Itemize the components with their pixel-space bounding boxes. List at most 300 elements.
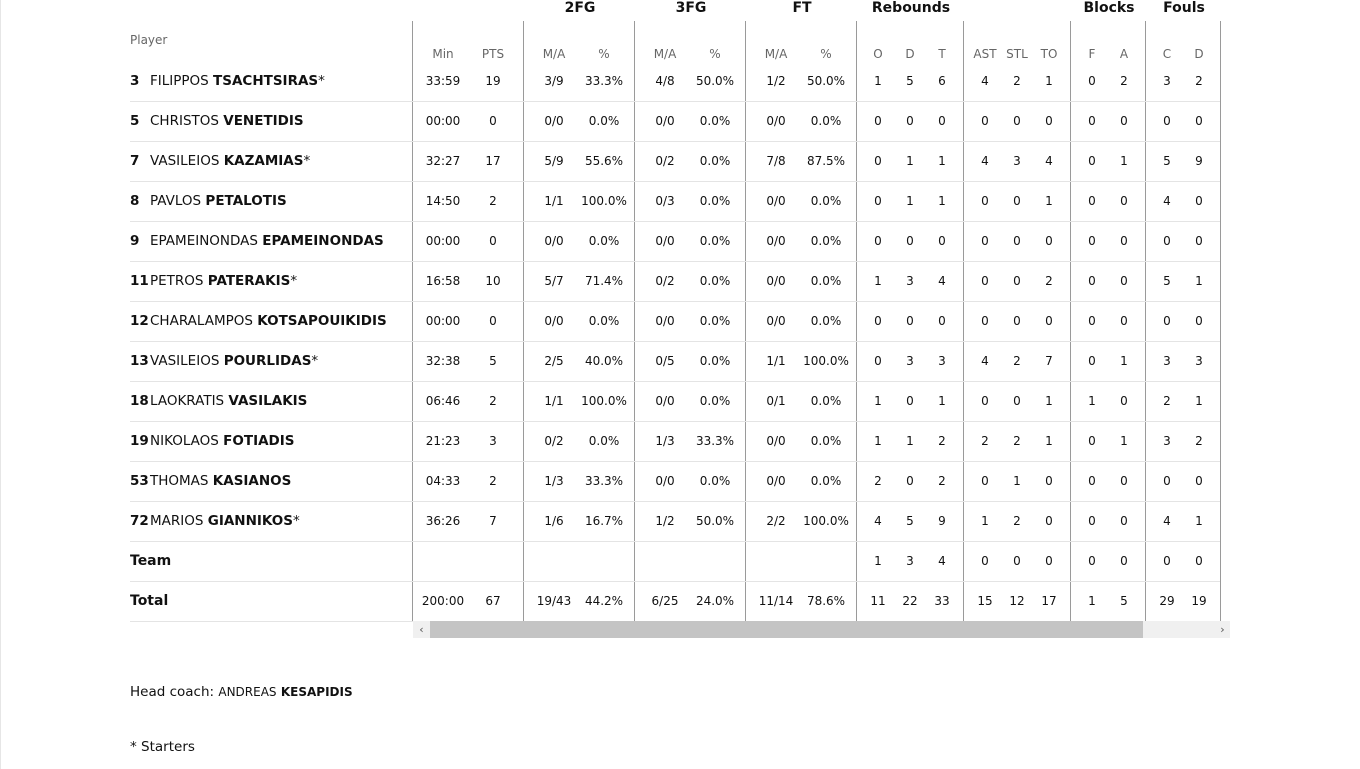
stat-bf: 0 [1088, 354, 1096, 368]
stat-ba: 0 [1120, 394, 1128, 408]
player-number: 7 [130, 153, 140, 169]
stat-maft: 1/2 [766, 74, 786, 88]
stat-stl: 2 [1013, 514, 1021, 528]
stat-ma2: 0/0 [544, 314, 564, 328]
stat-d: 22 [902, 594, 918, 608]
team-row [130, 541, 1220, 582]
stat-ast: 0 [981, 114, 989, 128]
stat-pts: 2 [489, 194, 497, 208]
stat-to: 0 [1045, 514, 1053, 528]
stat-d: 3 [906, 354, 914, 368]
player-name[interactable] [130, 61, 325, 101]
stat-pctft: 100.0% [803, 354, 849, 368]
stat-o: 0 [874, 114, 882, 128]
stat-stl: 0 [1013, 114, 1021, 128]
stat-ast: 4 [981, 74, 989, 88]
player-name[interactable] [130, 301, 387, 341]
stat-fd: 0 [1195, 474, 1203, 488]
stat-o: 1 [874, 434, 882, 448]
stat-pctft: 50.0% [806, 74, 846, 88]
table-row [130, 301, 1220, 342]
stat-to: 0 [1045, 474, 1053, 488]
column-header-ast: AST [973, 47, 997, 61]
stat-t: 0 [938, 114, 946, 128]
stat-fc: 3 [1163, 434, 1171, 448]
total-row-label: Total [130, 593, 169, 609]
player-last-name: FOTIADIS [223, 433, 295, 449]
stat-ba: 0 [1120, 474, 1128, 488]
stat-fc: 0 [1163, 234, 1171, 248]
starter-mark: * [303, 153, 311, 169]
table-row [130, 421, 1220, 462]
stat-to: 2 [1045, 274, 1053, 288]
stat-ba: 0 [1120, 194, 1128, 208]
stat-min: 16:58 [425, 274, 461, 288]
stat-pct3: 0.0% [699, 394, 731, 408]
stat-ma2: 0/0 [544, 234, 564, 248]
stat-stl: 0 [1013, 194, 1021, 208]
stat-o: 0 [874, 234, 882, 248]
stat-ast: 0 [981, 234, 989, 248]
player-name[interactable] [130, 141, 310, 181]
player-last-name: KOTSAPOUIKIDIS [257, 313, 387, 329]
horizontal-scrollbar-thumb[interactable] [430, 621, 1143, 638]
player-name[interactable] [130, 501, 300, 541]
group-header-fg3: 3FG [675, 0, 707, 16]
stat-bf: 0 [1088, 474, 1096, 488]
stat-to: 0 [1045, 234, 1053, 248]
stat-pct2: 16.7% [584, 514, 624, 528]
player-first-name: FILIPPOS [150, 73, 209, 89]
stat-fc: 4 [1163, 194, 1171, 208]
stat-fd: 3 [1195, 354, 1203, 368]
stat-o: 0 [874, 194, 882, 208]
stat-maft: 0/0 [766, 274, 786, 288]
player-number: 9 [130, 233, 140, 249]
stat-pctft: 0.0% [810, 394, 842, 408]
stat-pctft [801, 541, 851, 581]
player-last-name: KASIANOS [212, 473, 292, 489]
stat-ma3: 0/2 [655, 274, 675, 288]
player-number: 5 [130, 113, 140, 129]
table-row [130, 501, 1220, 542]
head-coach-last-name: KESAPIDIS [280, 685, 353, 699]
stat-d: 0 [906, 394, 914, 408]
table-row [130, 461, 1220, 502]
stat-pctft: 78.6% [806, 594, 846, 608]
player-last-name: EPAMEINONDAS [262, 233, 384, 249]
stat-bf: 0 [1088, 74, 1096, 88]
stat-ma2: 0/0 [544, 114, 564, 128]
stat-t: 1 [938, 194, 946, 208]
table-row [130, 381, 1220, 422]
player-first-name: CHARALAMPOS [150, 313, 253, 329]
stat-maft: 0/0 [766, 194, 786, 208]
stat-pct3: 0.0% [699, 154, 731, 168]
stat-o: 0 [874, 354, 882, 368]
stat-ba: 1 [1120, 154, 1128, 168]
stat-maft [756, 541, 796, 581]
player-number: 53 [130, 473, 149, 489]
stat-pct2: 0.0% [588, 434, 620, 448]
table-row [130, 101, 1220, 142]
column-header-fc: C [1162, 47, 1172, 61]
stat-fd: 19 [1191, 594, 1207, 608]
stat-to: 1 [1045, 434, 1053, 448]
stat-ma3: 1/2 [655, 514, 675, 528]
stat-maft: 0/0 [766, 314, 786, 328]
stat-bf: 0 [1088, 514, 1096, 528]
stat-t: 9 [938, 514, 946, 528]
stat-ma2: 0/2 [544, 434, 564, 448]
stat-ma3 [645, 541, 685, 581]
stat-ast: 0 [981, 474, 989, 488]
stat-ma3: 0/0 [655, 114, 675, 128]
stat-pct3: 0.0% [699, 354, 731, 368]
stat-pct2: 0.0% [588, 314, 620, 328]
stat-min: 32:38 [425, 354, 461, 368]
stat-stl: 12 [1009, 594, 1025, 608]
stat-pctft: 100.0% [803, 514, 849, 528]
stat-ba: 0 [1120, 114, 1128, 128]
stat-ba: 0 [1120, 514, 1128, 528]
stat-pts [478, 541, 508, 581]
head-coach-first-name: ANDREAS [218, 685, 277, 699]
stat-bf: 1 [1088, 594, 1096, 608]
stat-pct3: 0.0% [699, 194, 731, 208]
stat-maft: 0/1 [766, 394, 786, 408]
team-row-label: Team [130, 553, 172, 569]
stat-min: 14:50 [425, 194, 461, 208]
stat-pctft: 0.0% [810, 194, 842, 208]
group-header-fg2: 2FG [564, 0, 596, 16]
stat-d: 0 [906, 314, 914, 328]
stat-pts: 5 [489, 354, 497, 368]
stat-to: 1 [1045, 194, 1053, 208]
stat-pctft: 0.0% [810, 114, 842, 128]
stat-ba: 0 [1120, 274, 1128, 288]
stat-pts: 3 [489, 434, 497, 448]
player-number: 19 [130, 433, 149, 449]
stat-bf: 0 [1088, 554, 1096, 568]
stat-t: 4 [938, 554, 946, 568]
table-row [130, 341, 1220, 382]
stat-pct2: 44.2% [584, 594, 624, 608]
stat-ast: 2 [981, 434, 989, 448]
stat-fd: 1 [1195, 394, 1203, 408]
starters-footnote: * Starters [130, 739, 195, 755]
stat-min: 06:46 [425, 394, 461, 408]
stat-ma2: 19/43 [536, 594, 572, 608]
stat-ma2: 1/3 [544, 474, 564, 488]
stat-min: 33:59 [425, 74, 461, 88]
stat-pct2 [579, 541, 629, 581]
table-row [130, 261, 1220, 302]
player-first-name: VASILEIOS [150, 353, 220, 369]
player-name[interactable] [130, 461, 291, 501]
stat-pts: 0 [489, 314, 497, 328]
column-header-to: TO [1040, 47, 1058, 61]
stat-ba: 0 [1120, 314, 1128, 328]
stat-d: 5 [906, 514, 914, 528]
stat-fd: 0 [1195, 234, 1203, 248]
stat-pctft: 0.0% [810, 434, 842, 448]
stat-fd: 2 [1195, 74, 1203, 88]
stat-maft: 0/0 [766, 474, 786, 488]
stat-bf: 0 [1088, 314, 1096, 328]
stat-maft: 2/2 [766, 514, 786, 528]
player-last-name: TSACHTSIRAS [213, 73, 319, 89]
player-number: 18 [130, 393, 149, 409]
head-coach [130, 684, 353, 700]
stat-pts: 7 [489, 514, 497, 528]
stat-pctft: 87.5% [806, 154, 846, 168]
stat-pctft: 0.0% [810, 474, 842, 488]
stat-stl: 3 [1013, 154, 1021, 168]
player-first-name: EPAMEINONDAS [150, 233, 258, 249]
stat-d: 3 [906, 554, 914, 568]
stat-ast: 0 [981, 554, 989, 568]
stat-fc: 0 [1163, 314, 1171, 328]
player-first-name: LAOKRATIS [150, 393, 225, 409]
player-name[interactable] [130, 181, 287, 221]
stat-maft: 1/1 [766, 354, 786, 368]
stat-pct2: 100.0% [581, 394, 627, 408]
player-last-name: VENETIDIS [223, 113, 304, 129]
player-name[interactable] [130, 261, 297, 301]
player-name[interactable] [130, 221, 384, 261]
stat-min: 21:23 [425, 434, 461, 448]
stat-pct3: 0.0% [699, 314, 731, 328]
stat-pts: 2 [489, 474, 497, 488]
stat-t: 6 [938, 74, 946, 88]
column-header-pct2: % [598, 47, 610, 61]
stat-bf: 0 [1088, 434, 1096, 448]
stat-fc: 0 [1163, 474, 1171, 488]
stat-o: 1 [874, 394, 882, 408]
player-first-name: NIKOLAOS [150, 433, 219, 449]
stat-fc: 5 [1163, 154, 1171, 168]
stat-pct2: 0.0% [588, 114, 620, 128]
player-first-name: THOMAS [150, 473, 209, 489]
player-first-name: PETROS [150, 273, 204, 289]
stat-maft: 11/14 [758, 594, 794, 608]
stat-ast: 0 [981, 274, 989, 288]
stat-pts: 17 [485, 154, 501, 168]
stat-fc: 3 [1163, 74, 1171, 88]
column-header-d: D [905, 47, 915, 61]
column-header-player: Player [130, 33, 168, 47]
player-number: 12 [130, 313, 149, 329]
stat-ast: 1 [981, 514, 989, 528]
stat-min: 36:26 [425, 514, 461, 528]
stat-maft: 0/0 [766, 114, 786, 128]
stat-ma3: 4/8 [655, 74, 675, 88]
player-last-name: POURLIDAS [223, 353, 312, 369]
stat-to: 4 [1045, 154, 1053, 168]
stat-pct2: 0.0% [588, 234, 620, 248]
stat-ast: 15 [977, 594, 993, 608]
stat-min [421, 541, 465, 581]
stat-pctft: 0.0% [810, 274, 842, 288]
stat-o: 2 [874, 474, 882, 488]
table-row [130, 221, 1220, 262]
column-header-pct3: % [709, 47, 721, 61]
stat-t: 0 [938, 234, 946, 248]
stat-stl: 2 [1013, 434, 1021, 448]
total-row [130, 581, 1220, 622]
stat-pts: 0 [489, 114, 497, 128]
stat-ma2: 1/6 [544, 514, 564, 528]
stat-min: 00:00 [425, 114, 461, 128]
stat-fd: 2 [1195, 434, 1203, 448]
player-first-name: CHRISTOS [150, 113, 219, 129]
player-first-name: VASILEIOS [150, 153, 220, 169]
scroll-right-icon[interactable]: › [1220, 623, 1225, 636]
stat-to: 0 [1045, 314, 1053, 328]
stat-min: 200:00 [421, 594, 465, 608]
table-row [130, 141, 1220, 182]
stat-min: 32:27 [425, 154, 461, 168]
stat-ma3: 0/0 [655, 474, 675, 488]
stat-pct3: 24.0% [695, 594, 735, 608]
group-header-fouls: Fouls [1163, 0, 1205, 16]
stat-ma3: 0/0 [655, 234, 675, 248]
player-number: 72 [130, 513, 149, 529]
column-header-ba: A [1119, 47, 1129, 61]
stat-bf: 0 [1088, 234, 1096, 248]
stat-pct2: 33.3% [584, 474, 624, 488]
group-header-reb: Rebounds [871, 0, 951, 16]
stat-o: 0 [874, 314, 882, 328]
stat-stl: 0 [1013, 554, 1021, 568]
stat-fd: 1 [1195, 274, 1203, 288]
stat-stl: 0 [1013, 234, 1021, 248]
column-header-fd: D [1194, 47, 1204, 61]
column-header-bf: F [1088, 47, 1096, 61]
stat-ba: 5 [1120, 594, 1128, 608]
column-header-min: Min [432, 47, 454, 61]
stat-ma3: 0/0 [655, 314, 675, 328]
stat-pct2: 55.6% [584, 154, 624, 168]
player-name[interactable] [130, 101, 304, 141]
player-number: 11 [130, 273, 149, 289]
column-header-o: O [873, 47, 883, 61]
player-first-name: PAVLOS [150, 193, 202, 209]
starter-mark: * [311, 353, 319, 369]
player-last-name: VASILAKIS [228, 393, 308, 409]
stat-ba: 1 [1120, 434, 1128, 448]
player-number: 3 [130, 73, 140, 89]
stat-t: 0 [938, 314, 946, 328]
column-header-pctft: % [820, 47, 832, 61]
stat-maft: 0/0 [766, 234, 786, 248]
stat-pctft: 0.0% [810, 314, 842, 328]
stat-to: 1 [1045, 74, 1053, 88]
stat-ma2: 1/1 [544, 194, 564, 208]
stat-pts: 67 [485, 594, 501, 608]
stat-fc: 5 [1163, 274, 1171, 288]
stat-stl: 2 [1013, 74, 1021, 88]
stat-ma3: 1/3 [655, 434, 675, 448]
stat-d: 0 [906, 114, 914, 128]
stat-maft: 7/8 [766, 154, 786, 168]
stat-bf: 0 [1088, 154, 1096, 168]
player-last-name: PETALOTIS [205, 193, 287, 209]
player-last-name: PATERAKIS [207, 273, 291, 289]
stat-ba: 1 [1120, 354, 1128, 368]
player-last-name: KAZAMIAS [223, 153, 304, 169]
stat-stl: 1 [1013, 474, 1021, 488]
stat-ast: 0 [981, 194, 989, 208]
stat-pts: 19 [485, 74, 501, 88]
stat-min: 00:00 [425, 234, 461, 248]
stat-pct2: 40.0% [584, 354, 624, 368]
stat-ba: 0 [1120, 554, 1128, 568]
stat-fc: 3 [1163, 354, 1171, 368]
column-header-maft: M/A [764, 47, 788, 61]
stat-pct2: 71.4% [584, 274, 624, 288]
table-row [130, 181, 1220, 222]
stat-ast: 4 [981, 354, 989, 368]
table-row [130, 61, 1220, 102]
stat-ma2: 5/9 [544, 154, 564, 168]
stat-pts: 10 [485, 274, 501, 288]
stat-t: 33 [934, 594, 950, 608]
stat-stl: 0 [1013, 394, 1021, 408]
stat-stl: 0 [1013, 274, 1021, 288]
group-header-blk: Blocks [1083, 0, 1135, 16]
stat-ast: 4 [981, 154, 989, 168]
stat-o: 0 [874, 154, 882, 168]
player-name[interactable] [130, 381, 307, 421]
stat-pct3: 0.0% [699, 114, 731, 128]
starter-mark: * [292, 513, 300, 529]
stat-fd: 0 [1195, 554, 1203, 568]
stat-bf: 0 [1088, 274, 1096, 288]
stat-fc: 0 [1163, 114, 1171, 128]
stat-o: 1 [874, 274, 882, 288]
stat-fd: 1 [1195, 514, 1203, 528]
stat-t: 3 [938, 354, 946, 368]
stat-ba: 0 [1120, 234, 1128, 248]
scroll-left-icon[interactable]: ‹ [419, 623, 424, 636]
player-name[interactable] [130, 421, 295, 461]
stat-o: 4 [874, 514, 882, 528]
stat-min: 00:00 [425, 314, 461, 328]
stat-o: 11 [870, 594, 886, 608]
column-header-ma2: M/A [542, 47, 566, 61]
column-header-stl: STL [1006, 47, 1028, 61]
stat-pct3: 33.3% [695, 434, 735, 448]
group-header-ft: FT [792, 0, 812, 16]
stat-pts: 2 [489, 394, 497, 408]
stat-fc: 4 [1163, 514, 1171, 528]
stat-d: 3 [906, 274, 914, 288]
column-header-ma3: M/A [653, 47, 677, 61]
stat-d: 0 [906, 234, 914, 248]
stat-ast: 0 [981, 394, 989, 408]
stat-ma2 [534, 541, 574, 581]
stat-to: 0 [1045, 114, 1053, 128]
stat-to: 1 [1045, 394, 1053, 408]
stat-d: 5 [906, 74, 914, 88]
stat-fc: 29 [1159, 594, 1175, 608]
stat-bf: 0 [1088, 114, 1096, 128]
head-coach-label: Head coach: [130, 684, 215, 700]
player-name[interactable] [130, 341, 318, 381]
stat-d: 1 [906, 154, 914, 168]
